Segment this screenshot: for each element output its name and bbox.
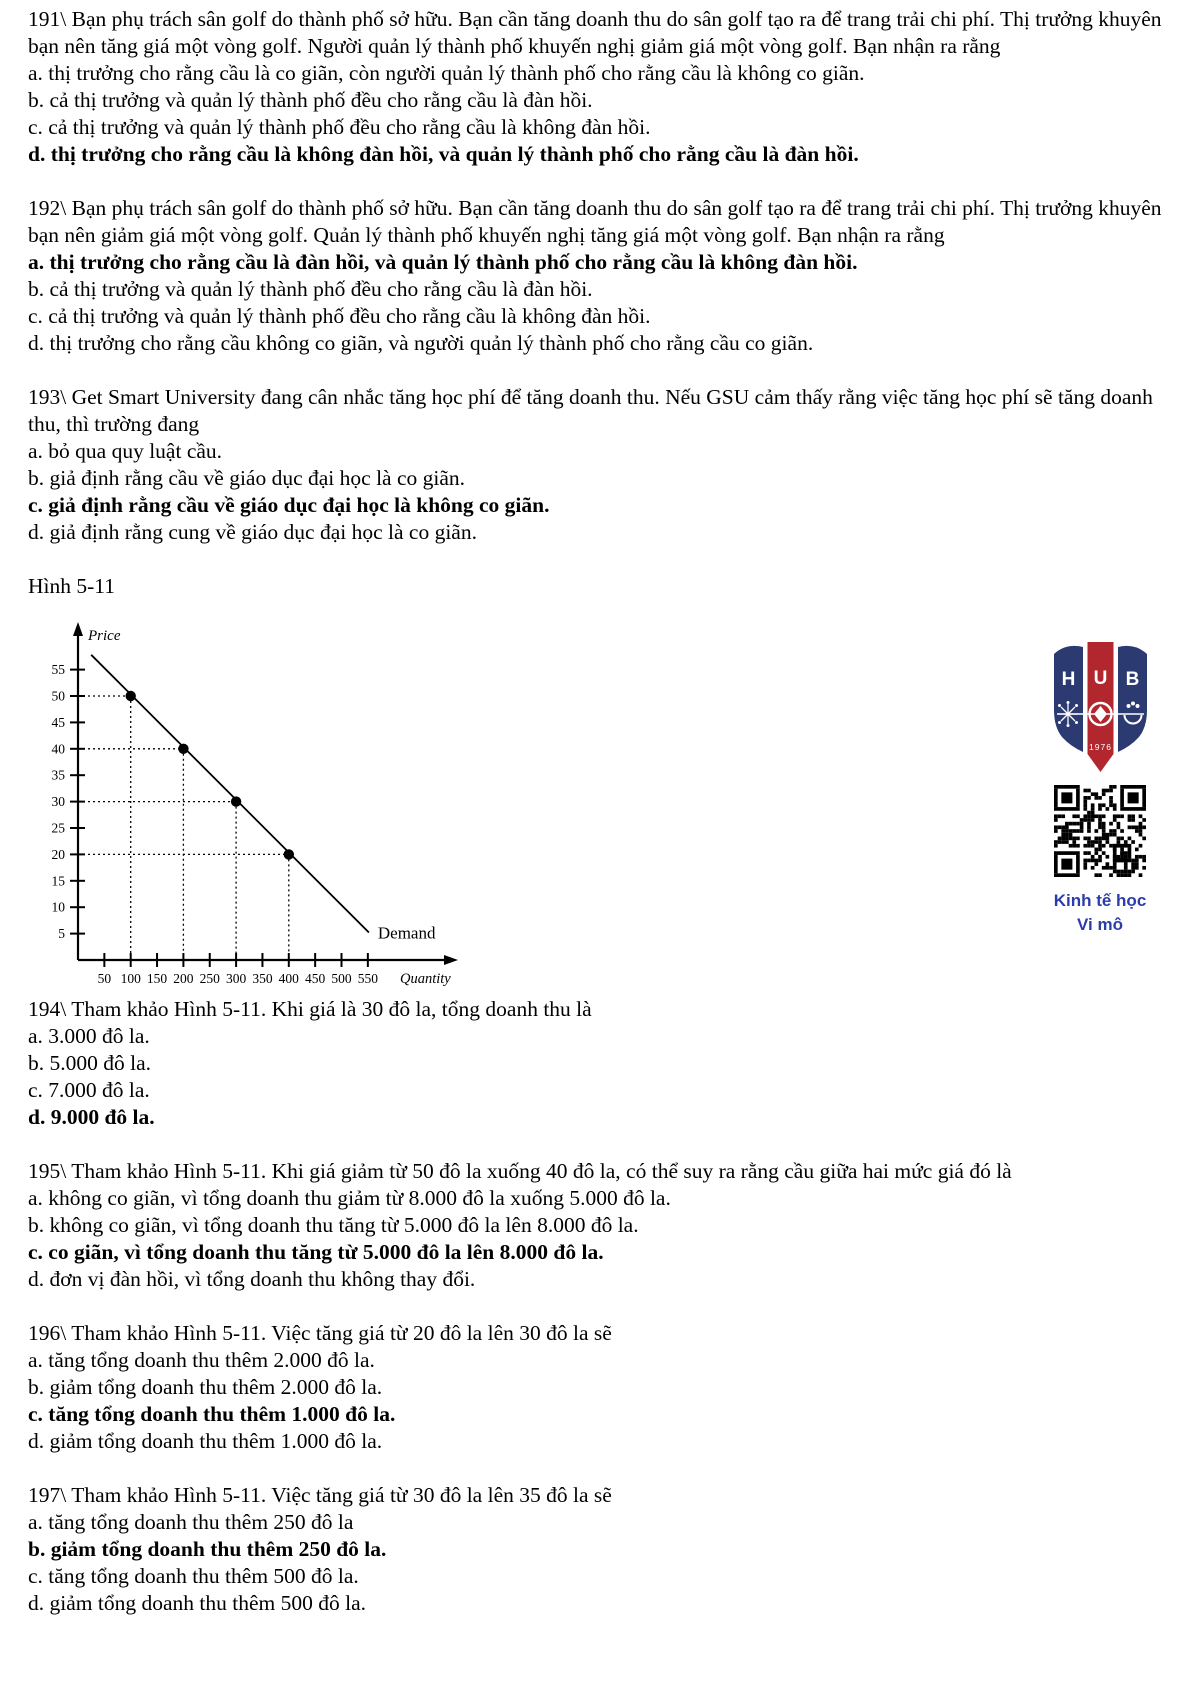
question-195 [28, 1158, 1162, 1293]
logo-left-panel [1054, 646, 1083, 752]
question-191 [28, 6, 1162, 168]
logo-year: 1976 [1088, 742, 1112, 752]
answer-option: b. giảm tổng doanh thu thêm 2.000 đô la. [28, 1375, 383, 1399]
question-193 [28, 384, 1162, 546]
data-point [126, 691, 136, 701]
y-tick-label: 55 [51, 662, 65, 678]
answer-option-correct: c. tăng tổng doanh thu thêm 1.000 đô la. [28, 1402, 396, 1426]
answer-option: c. 7.000 đô la. [28, 1078, 150, 1102]
figure-5-11 [28, 573, 1162, 996]
question-text: 192\ Bạn phụ trách sân golf do thành phố sở hữu. Bạn cần tăng doanh thu do sân golf tạo ra để trang trải chi phí. Thị trưởng khuyên bạn nên giảm giá một vòng golf. Quản lý thành phố khuyến nghị tăng giá một vòng golf. Bạn nhận ra rằng [28, 196, 1162, 247]
question-text: 196\ Tham khảo Hình 5-11. Việc tăng giá từ 20 đô la lên 30 đô la sẽ [28, 1321, 612, 1345]
figure-body [28, 600, 1162, 996]
branding-column [1050, 640, 1150, 937]
caption-line-2: Vi mô [1077, 915, 1123, 934]
caption-line-1: Kinh tế học [1053, 891, 1147, 910]
answer-option: b. 5.000 đô la. [28, 1051, 152, 1075]
y-tick-label: 45 [51, 714, 65, 730]
answer-option-correct: c. giả định rằng cầu về giáo dục đại học là không co giãn. [28, 493, 550, 517]
answer-option-correct: c. co giãn, vì tổng doanh thu tăng từ 5.000 đô la lên 8.000 đô la. [28, 1240, 604, 1264]
question-194 [28, 996, 1162, 1131]
figure-label: Hình 5-11 [28, 574, 115, 598]
x-tick-label: 500 [331, 971, 352, 986]
answer-option-correct: a. thị trưởng cho rằng cầu là đàn hồi, và quản lý thành phố cho rằng cầu là không đàn hồi. [28, 250, 858, 274]
answer-option: a. không co giãn, vì tổng doanh thu giảm từ 8.000 đô la xuống 5.000 đô la. [28, 1186, 671, 1210]
logo-letter-u: U [1093, 668, 1107, 689]
answer-option: d. thị trưởng cho rằng cầu không co giãn, và người quản lý thành phố cho rằng cầu co giãn. [28, 331, 814, 355]
answer-option: b. không co giãn, vì tổng doanh thu tăng từ 5.000 đô la lên 8.000 đô la. [28, 1213, 639, 1237]
answer-option: b. giả định rằng cầu về giáo dục đại học là co giãn. [28, 466, 466, 490]
y-tick-label: 10 [51, 899, 65, 915]
hub-logo [1052, 640, 1149, 780]
y-tick-label: 20 [51, 846, 65, 862]
question-196 [28, 1320, 1162, 1455]
x-tick-label: 300 [225, 971, 247, 986]
y-tick-label: 40 [51, 741, 65, 757]
answer-option: d. đơn vị đàn hồi, vì tổng doanh thu không thay đổi. [28, 1267, 476, 1291]
question-text: 191\ Bạn phụ trách sân golf do thành phố sở hữu. Bạn cần tăng doanh thu do sân golf tạo ra để trang trải chi phí. Thị trưởng khuyên bạn nên tăng giá một vòng golf. Người quản lý thành phố khuyến nghị giảm giá một vòng golf. Bạn nhận ra rằng [28, 7, 1162, 58]
answer-option: d. giả định rằng cung về giáo dục đại học là co giãn. [28, 520, 477, 544]
question-text: 194\ Tham khảo Hình 5-11. Khi giá là 30 đô la, tổng doanh thu là [28, 997, 592, 1021]
x-tick-label: 200 [173, 971, 194, 986]
question-197 [28, 1482, 1162, 1617]
x-tick-label: 450 [305, 971, 326, 986]
demand-chart [18, 600, 478, 996]
data-point [231, 796, 241, 806]
y-axis-title: Price [88, 628, 121, 644]
x-tick-label: 250 [199, 971, 220, 986]
answer-option: d. giảm tổng doanh thu thêm 500 đô la. [28, 1591, 366, 1615]
x-tick-label: 550 [357, 971, 378, 986]
y-tick-label: 30 [51, 794, 65, 810]
answer-option: b. cả thị trưởng và quản lý thành phố đều cho rằng cầu là đàn hồi. [28, 88, 593, 112]
answer-option: c. cả thị trưởng và quản lý thành phố đều cho rằng cầu là không đàn hồi. [28, 115, 651, 139]
demand-line-label: Demand [377, 923, 436, 943]
logo-letter-b: B [1125, 669, 1139, 690]
question-text: 193\ Get Smart University đang cân nhắc tăng học phí để tăng doanh thu. Nếu GSU cảm thấy rằng việc tăng học phí sẽ tăng doanh thu, thì trường đang [28, 385, 1153, 436]
questions-bottom-block [28, 996, 1162, 1617]
y-tick-label: 50 [51, 688, 65, 704]
x-tick-label: 400 [278, 971, 299, 986]
y-tick-label: 35 [51, 767, 65, 783]
course-caption [1054, 889, 1147, 937]
logo-right-panel [1118, 646, 1147, 752]
answer-option: a. bỏ qua quy luật cầu. [28, 439, 223, 463]
answer-option: a. 3.000 đô la. [28, 1024, 150, 1048]
x-axis-title: Quantity [400, 971, 451, 987]
data-point [178, 744, 188, 754]
question-text: 195\ Tham khảo Hình 5-11. Khi giá giảm từ 50 đô la xuống 40 đô la, có thể suy ra rằng cầu giữa hai mức giá đó là [28, 1159, 1012, 1183]
y-tick-label: 5 [58, 926, 65, 942]
question-192 [28, 195, 1162, 357]
answer-option-correct: b. giảm tổng doanh thu thêm 250 đô la. [28, 1537, 387, 1561]
answer-option: d. giảm tổng doanh thu thêm 1.000 đô la. [28, 1429, 383, 1453]
y-tick-label: 15 [51, 873, 65, 889]
answer-option-correct: d. thị trưởng cho rằng cầu là không đàn hồi, và quản lý thành phố cho rằng cầu là đàn hồi. [28, 142, 859, 166]
qr-code [1054, 785, 1146, 877]
logo-letters [1061, 668, 1139, 690]
x-tick-label: 350 [252, 971, 273, 986]
answer-option: c. tăng tổng doanh thu thêm 500 đô la. [28, 1564, 359, 1588]
y-tick-label: 25 [51, 820, 65, 836]
x-tick-label: 150 [146, 971, 168, 986]
logo-letter-h: H [1061, 669, 1075, 690]
answer-option-correct: d. 9.000 đô la. [28, 1105, 155, 1129]
answer-option: a. tăng tổng doanh thu thêm 2.000 đô la. [28, 1348, 375, 1372]
data-point [284, 849, 294, 859]
question-text: 197\ Tham khảo Hình 5-11. Việc tăng giá từ 30 đô la lên 35 đô la sẽ [28, 1483, 612, 1507]
answer-option: a. thị trưởng cho rằng cầu là co giãn, còn người quản lý thành phố cho rằng cầu là không co giãn. [28, 61, 865, 85]
x-axis-arrow [444, 955, 458, 965]
answer-option: c. cả thị trưởng và quản lý thành phố đều cho rằng cầu là không đàn hồi. [28, 304, 651, 328]
answer-option: a. tăng tổng doanh thu thêm 250 đô la [28, 1510, 354, 1534]
x-tick-label: 50 [97, 971, 112, 986]
x-tick-label: 100 [120, 971, 141, 986]
y-axis-arrow [73, 622, 83, 636]
questions-top-block [28, 6, 1162, 546]
answer-option: b. cả thị trưởng và quản lý thành phố đều cho rằng cầu là đàn hồi. [28, 277, 593, 301]
